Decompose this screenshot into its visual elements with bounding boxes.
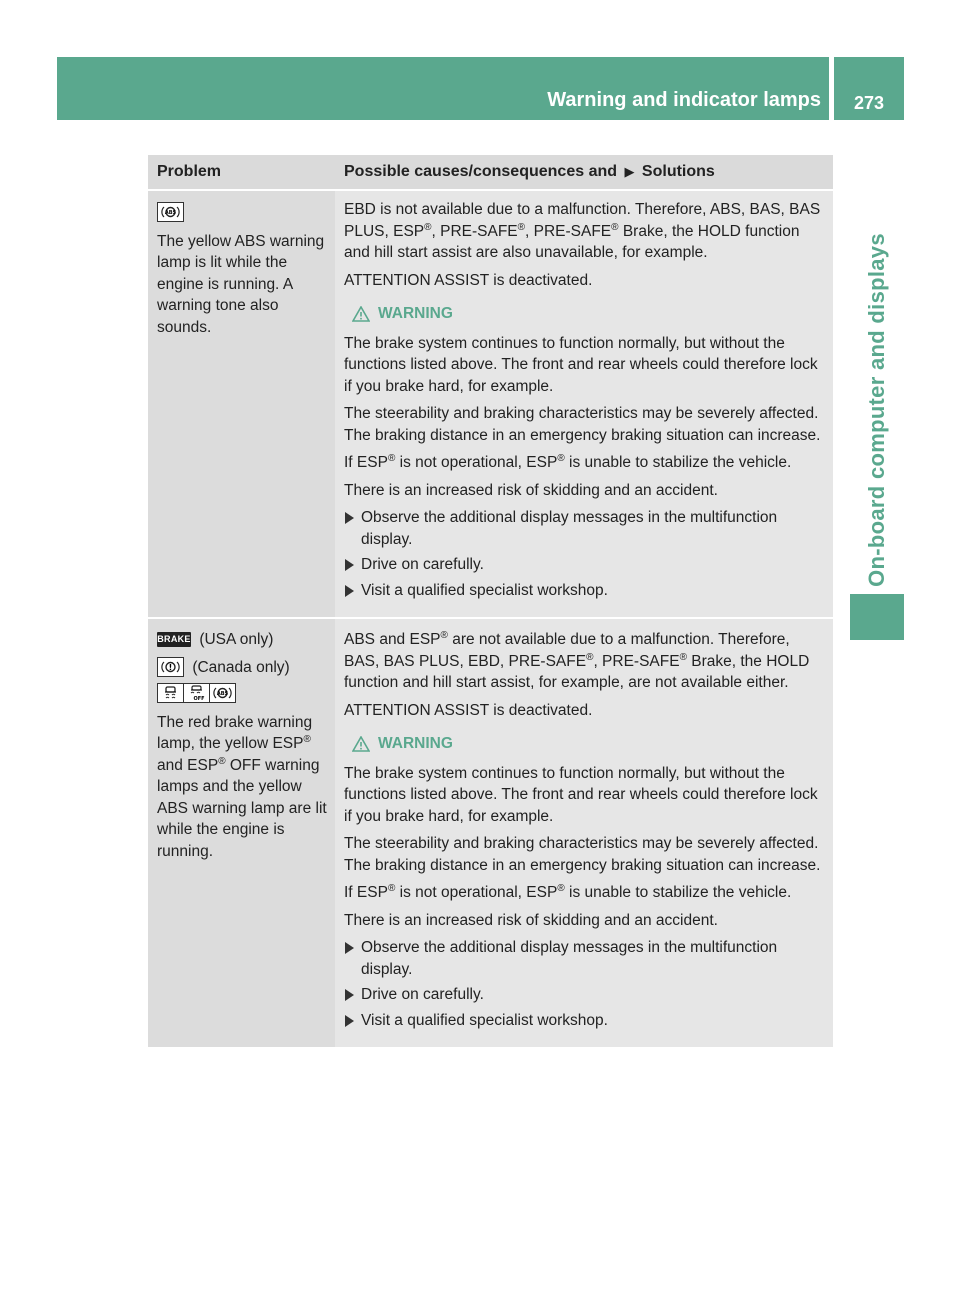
warning-triangle-icon: [352, 306, 370, 322]
col-header-causes: Possible causes/consequences and: [344, 163, 618, 181]
esp-off-warning-lamp-icon: [183, 683, 210, 703]
instruction-step: Visit a qualified specialist workshop.: [344, 1010, 825, 1032]
arrow-right-icon: ▶: [624, 164, 635, 180]
problem-cell: [148, 190, 335, 618]
brake-circle-lamp-icon: [157, 657, 184, 677]
brake-warning-lamp-icon: BRAKE: [157, 632, 191, 647]
warning-lamp-table: [148, 155, 833, 1047]
warning-text: If ESP® is not operational, ESP® is unable to stabilize the vehicle.: [344, 452, 792, 471]
table-row: [148, 618, 833, 1047]
warning-heading: WARNING: [344, 733, 825, 755]
warning-heading: WARNING: [344, 303, 825, 325]
col-header-solutions-label: Solutions: [641, 163, 715, 181]
col-header-solutions: [335, 155, 833, 190]
warning-text: The steerability and braking characteristics may be severely affected. The braking distance in an emergency braking situation can increase.: [344, 405, 821, 444]
instruction-step: Drive on carefully.: [344, 984, 825, 1006]
assist-text: ATTENTION ASSIST is deactivated.: [344, 271, 593, 289]
warning-text: The brake system continues to function normally, but without the functions listed above. The front and rear wheels could therefore lock if you brake hard, for example.: [344, 764, 818, 825]
instruction-step: Visit a qualified specialist workshop.: [344, 580, 825, 602]
page-number: 273: [853, 93, 885, 113]
problem-text: The yellow ABS warning lamp is lit while the engine is running. A warning tone also sounds.: [157, 232, 325, 336]
warning-text: There is an increased risk of skidding and an accident.: [344, 481, 718, 499]
solution-cell: [335, 618, 833, 1047]
cause-text: EBD is not available due to a malfunction. Therefore, ABS, BAS, BAS PLUS, ESP®, PRE-SAFE®, PRE-SAFE® Brake, the HOLD function and hill start assist are also unavailable, for example.: [344, 201, 821, 261]
step-arrow-icon: [345, 1015, 354, 1027]
step-arrow-icon: [345, 512, 354, 524]
step-arrow-icon: [345, 989, 354, 1001]
warning-text: There is an increased risk of skidding and an accident.: [344, 911, 718, 929]
svg-text:ABS: ABS: [216, 690, 229, 697]
svg-text:ABS: ABS: [164, 209, 177, 216]
svg-text:!: !: [168, 663, 173, 673]
table-header-row: [148, 155, 833, 190]
page-title: Warning and indicator lamps: [547, 89, 821, 111]
side-tab-label: On-board computer and displays: [864, 233, 889, 587]
abs-warning-lamp-icon: [209, 683, 236, 703]
warning-text: The brake system continues to function normally, but without the functions listed above. The front and rear wheels could therefore lock if you brake hard, for example.: [344, 334, 818, 395]
usa-only-label: (USA only): [199, 631, 274, 648]
side-tab-marker: [850, 594, 904, 640]
lamp-icons-row: [157, 682, 327, 704]
warning-text: If ESP® is not operational, ESP® is unable to stabilize the vehicle.: [344, 882, 792, 901]
warning-text: The steerability and braking characteristics may be severely affected. The braking distance in an emergency braking situation can increase.: [344, 835, 821, 874]
esp-off-label: OFF: [193, 695, 205, 701]
step-arrow-icon: [345, 559, 354, 571]
step-arrow-icon: [345, 585, 354, 597]
solution-cell: [335, 190, 833, 618]
instruction-step: Observe the additional display messages in the multifunction display.: [344, 507, 825, 550]
canada-only-label: (Canada only): [192, 658, 290, 676]
cause-text: ABS and ESP® are not available due to a malfunction. Therefore, BAS, BAS PLUS, EBD, PRE-SAFE®, PRE-SAFE® Brake, the HOLD function and hill start assist, for example, are not available either.: [344, 629, 810, 691]
instruction-step: Observe the additional display messages in the multifunction display.: [344, 937, 825, 980]
assist-text: ATTENTION ASSIST is deactivated.: [344, 701, 593, 719]
problem-text: The red brake warning lamp, the yellow ESP® and ESP® OFF warning lamps and the yellow ABS warning lamp are lit while the engine is running.: [157, 713, 327, 860]
warning-triangle-icon: [352, 736, 370, 752]
table-row: [148, 190, 833, 618]
abs-warning-lamp-icon: [157, 202, 184, 222]
step-arrow-icon: [345, 942, 354, 954]
instruction-step: Drive on carefully.: [344, 554, 825, 576]
problem-cell: [148, 618, 335, 1047]
esp-warning-lamp-icon: [157, 683, 184, 703]
col-header-problem: Problem: [148, 155, 335, 190]
